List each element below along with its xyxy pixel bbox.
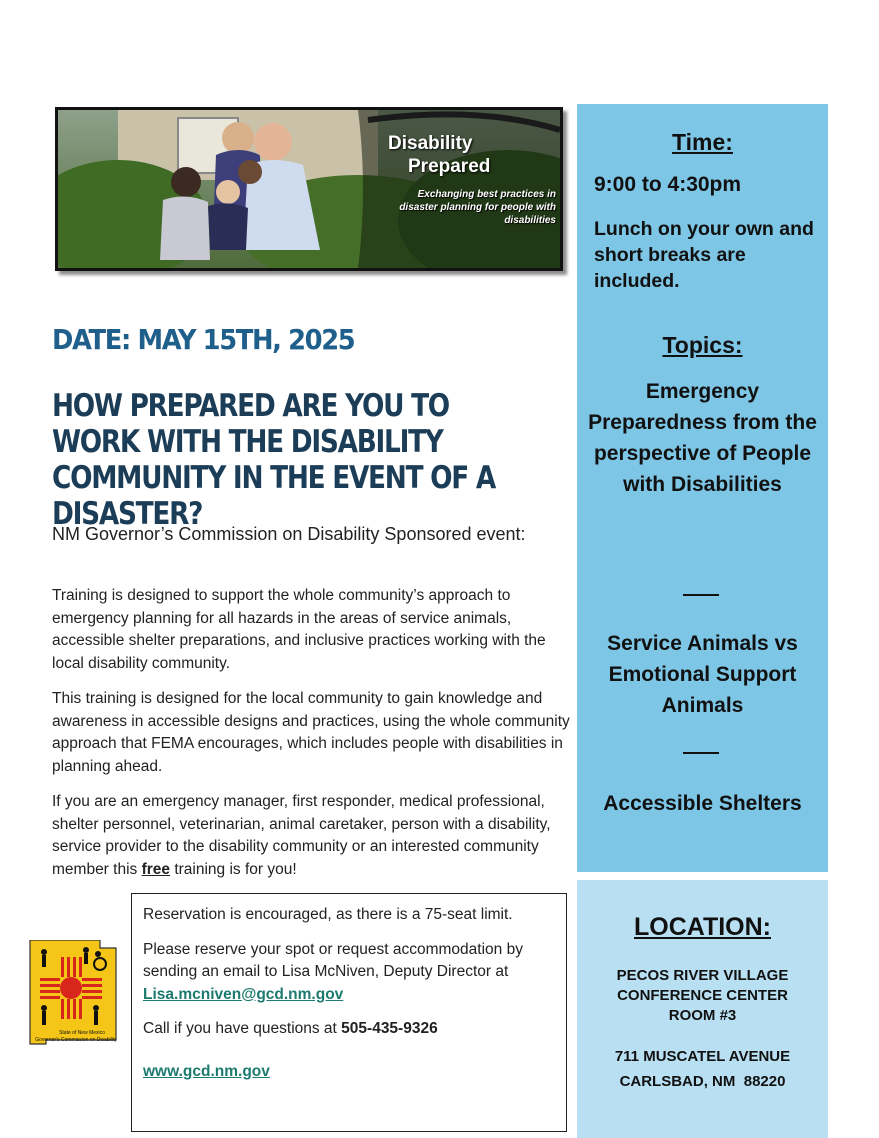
audience-text: If you are an emergency manager, first responder, medical professional, shelter personnel, veterinarian, animal caretaker, person with a disability, service provider to the disability community or an interested community member this: [52, 793, 551, 878]
banner-title-line1: Disability: [388, 133, 473, 154]
banner-title-line2: Prepared: [408, 156, 491, 177]
event-date: DATE: MAY 15TH, 2025: [52, 323, 355, 356]
time-value: 9:00 to 4:30pm: [594, 173, 742, 196]
topics-heading: Topics:: [662, 332, 743, 358]
call-text: Call if you have questions at: [143, 1020, 342, 1037]
audience-text-end: training is for you!: [170, 860, 297, 878]
address-line: CARLSBAD, NM 88220: [619, 1073, 786, 1090]
venue-line: CONFERENCE CENTER: [617, 987, 788, 1004]
topic-divider: [683, 752, 719, 754]
banner-title: [388, 132, 490, 178]
reservation-box: [131, 893, 567, 1132]
address-line: 711 MUSCATEL AVENUE: [614, 1048, 791, 1065]
banner-image: [55, 107, 563, 271]
topic-service-animals: Service Animals vs Emotional Support Animals: [607, 632, 798, 717]
venue-line: ROOM #3: [668, 1007, 737, 1024]
reserve-instructions: [143, 939, 556, 1007]
topic-emergency-preparedness: Emergency Preparedness from the perspective of People with Disabilities: [588, 380, 817, 496]
reserve-text: Please reserve your spot or request accommodation by sending an email to Lisa McNiven, Deputy Director at: [143, 940, 523, 980]
call-line: [143, 1018, 556, 1041]
website-link[interactable]: www.gcd.nm.gov: [143, 1062, 270, 1080]
seat-limit-note: Reservation is encouraged, as there is a 75-seat limit.: [143, 906, 513, 923]
location-heading: LOCATION:: [633, 913, 771, 941]
topic-divider: [683, 594, 719, 596]
paragraph-audience: [52, 791, 572, 881]
page-headline: HOW PREPARED ARE YOU TO WORK WITH THE DISABILITY COMMUNITY IN THE EVENT OF A DISASTER?: [52, 388, 496, 532]
topic-accessible-shelters: Accessible Shelters: [603, 792, 802, 815]
banner-subtitle: Exchanging best practices in disaster planning for people with disabilities: [399, 189, 556, 226]
gcd-logo: [26, 940, 132, 1050]
phone-number: 505-435-9326: [341, 1020, 438, 1037]
paragraph-training: Training is designed to support the whole community’s approach to emergency planning for all hazards in the areas of service animals, accessible shelter preparations, and inclusive practices working with the local disability community.: [52, 587, 546, 672]
logo-caption-line2: Governor's Commission on Disability: [35, 1037, 117, 1043]
free-emphasis: free: [141, 860, 171, 878]
time-heading: Time:: [672, 129, 733, 155]
paragraph-community: This training is designed for the local community to gain knowledge and awareness in accessible designs and practices, using the whole community approach that FEMA encourages, which includes people with disabilities in planning ahead.: [52, 690, 570, 775]
venue-line: PECOS RIVER VILLAGE: [616, 967, 789, 984]
logo-caption-line1: State of New Mexico: [59, 1030, 105, 1036]
email-link[interactable]: Lisa.mcniven@gcd.nm.gov: [143, 985, 344, 1003]
sponsor-line: NM Governor’s Commission on Disability Sponsored event:: [52, 524, 526, 544]
lunch-note: Lunch on your own and short breaks are included.: [594, 218, 814, 292]
